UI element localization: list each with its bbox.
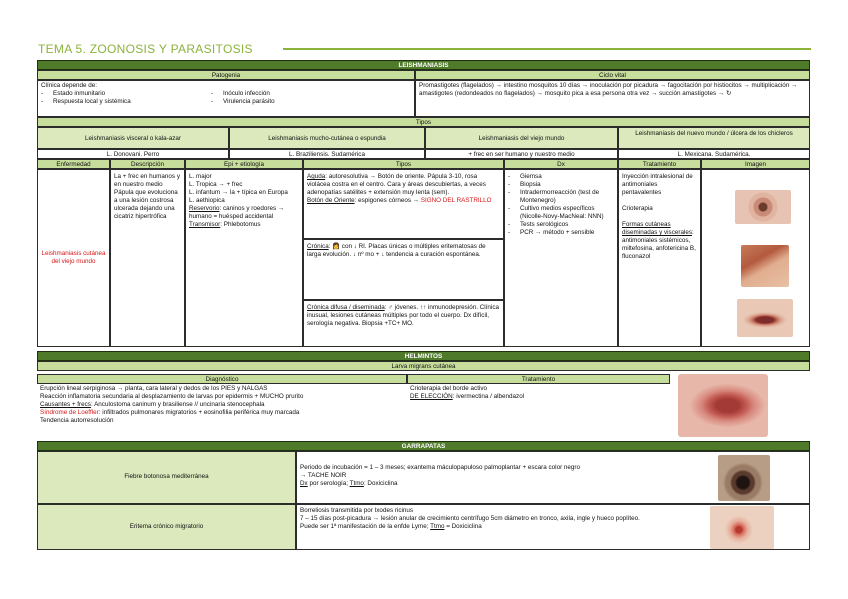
reservorio-label: Reservorio: [189, 205, 220, 213]
tipo-sub-mucocutanea: L. Braziliensis. Sudamérica: [229, 149, 425, 159]
tipos-aguda-cell: [303, 169, 504, 239]
list-item: - Intradermorreacción (test de Montenegro): [508, 189, 614, 205]
tto-line: [622, 221, 697, 261]
list-item: - Estado inmunitario: [41, 90, 181, 98]
eritema-tto-label: Ttmo: [430, 523, 445, 531]
boton-line: [307, 197, 500, 205]
descripcion-cell: La + frec en humanos y en nuestro medio Pápula que evoluciona a una lesión costrosa ulcerada dejando una cicatriz hipertrófica: [110, 169, 185, 347]
helm-dx-header: Diagnóstico: [37, 374, 407, 384]
page-title: TEMA 5. ZOONOSIS Y PARASITOSIS: [38, 42, 253, 56]
reservorio-line: [189, 205, 299, 221]
tipo-sub-visceral: L. Donovani. Perro: [37, 149, 229, 159]
helm-tto-line: [410, 393, 667, 401]
tipos-header: Tipos: [37, 117, 810, 127]
col-tratamiento: Tratamiento: [618, 159, 701, 169]
dx-cell: [504, 169, 618, 347]
ciclo-header: Ciclo vital: [415, 70, 810, 80]
signo-rastrillo: SIGNO DEL RASTRILLO: [420, 197, 492, 205]
tipos-cronica-cell: [303, 239, 504, 300]
causantes-label: Causantes + frecs: [40, 401, 91, 409]
eritema-line: Borreliosis transmitida por Ixodes ricinus: [300, 507, 414, 514]
aguda-line: [307, 173, 500, 197]
tendencia-line: Tendencia autorresolución: [40, 417, 114, 425]
col-tipos: Tipos: [303, 159, 504, 169]
helm-tto-line: Crioterapia del borde activo: [410, 385, 488, 392]
col-dx: Dx: [504, 159, 618, 169]
fiebre-tto-text: : Doxiciclina: [363, 480, 398, 488]
tto-label: Formas cutáneas diseminadas y viscerales: [622, 221, 692, 237]
epi-line: L. Tropica → + frec: [189, 181, 243, 189]
fiebre-tto-label: Ttmo: [349, 480, 364, 488]
list-item: - Virulencia parásito: [211, 98, 275, 106]
helm-dx-line: Erupción lineal serpiginosa → planta, cara lateral y dedos de los PIES y NALGAS: [40, 385, 268, 392]
eritema-photo: [710, 506, 774, 549]
transmisor-text: : Phlebotomus: [220, 221, 261, 229]
tipo-viejo-mundo: Leishmaniasis del viejo mundo: [425, 127, 618, 149]
patogenia-list-2: [211, 90, 275, 106]
fiebre-dx-label: Dx: [300, 480, 308, 488]
tipo-nuevo-mundo: Leishmaniasis del nuevo mundo / úlcera de los chicleros: [618, 127, 810, 149]
eritema-line-text: Puede ser 1ª manifestación de la enfde Lyme;: [300, 523, 431, 531]
garrapatas-band: GARRAPATAS: [37, 441, 810, 451]
transmisor-label: Transmisor: [189, 221, 221, 229]
fiebre-dx-text: por serología;: [307, 480, 350, 488]
patogenia-cell: [37, 80, 415, 117]
aguda-label: Aguda: [307, 173, 326, 180]
enfermedad-cell: [37, 169, 110, 347]
helm-tto-text: : ivermectina / albendazol: [452, 393, 525, 401]
reservorio-text: : caninos y roedores → humano = huésped accidental: [189, 205, 285, 221]
list-item: - Inóculo infección: [211, 90, 275, 98]
aguda-text: : autoresolutiva → Botón de oriente. Pápula 3-10, rosa violácea costra en el centro. Cara y áreas descubiertas, a veces adenopatías satélites + extensión muy lenta (sem).: [307, 173, 486, 197]
eritema-name: Eritema crónico migratorio: [129, 522, 204, 530]
helm-tto-cell: [407, 384, 670, 441]
causantes-line: [40, 401, 404, 409]
helm-dx-line: Reacción inflamatoria secundaria al desplazamiento de larvas por epidermis + MUCHO prurito: [40, 393, 304, 401]
tipo-sub-nuevo-mundo: L. Mexicana. Sudamérica.: [618, 149, 810, 159]
col-epi: Epi + etiología: [185, 159, 303, 169]
fiebre-line: → TACHE NOIR: [300, 472, 347, 480]
lesion-photo-1: [735, 190, 791, 224]
transmisor-line: [189, 221, 299, 229]
loeffler-text: : infiltrados pulmonares migratorios + eosinofilia periférica muy marcada: [98, 409, 300, 417]
epi-line: L. infantum → la + típica en Europa: [189, 189, 288, 197]
list-item: - Respuesta local y sistémica: [41, 98, 181, 106]
list-item: - Tests serológicos: [508, 221, 614, 229]
dx-list: [508, 173, 614, 237]
leishmaniasis-band: LEISHMANIASIS: [37, 60, 810, 70]
tto-text: : antimoniales sistémicos, miltefosina, anfotericina B, fluconazol: [622, 229, 696, 261]
ciclo-cell: Promastigotes (flagelados) → intestino mosquitos 10 días → inoculación por picadura → fagocitación por histiocitos → multiplicación → amastigotes (redondeados no flagelados) → mosquito pica a esa persona otra vez → succión amastigotes → ↻: [415, 80, 810, 117]
boton-label: Botón de Oriente: [307, 197, 355, 205]
loeffler-label: Síndrome de Loeffler: [40, 409, 99, 417]
helm-tto-label: DE ELECCIÓN: [410, 393, 453, 401]
boton-text: : espigones córneos →: [354, 197, 421, 205]
causantes-text: : Anculostoma caninum y brasiliense // uncinaria stenocephala: [90, 401, 265, 409]
lesion-photo-2: [741, 245, 789, 287]
eritema-name-cell: [37, 504, 296, 550]
eritema-tto-text: = Doxiciclina: [444, 523, 482, 531]
helm-tto-header: Tratamiento: [407, 374, 670, 384]
larva-migrans-header: Larva migrans cutánea: [37, 361, 810, 371]
list-item: - Giemsa: [508, 173, 614, 181]
col-descripcion: Descripción: [110, 159, 185, 169]
eritema-line: 7 – 15 días post-picadura → lesión anular de crecimiento centrífugo 5cm diámetro en tronco, axila, ingle y hueco poplíteo.: [300, 515, 640, 523]
tache-noir-photo: [718, 455, 770, 501]
list-item: - Cultivo medios específicos (Nicolle-Novy-MacNeal: NNN): [508, 205, 614, 221]
col-imagen: Imagen: [701, 159, 810, 169]
difusa-text: : ♂ jóvenes. ↑↑ inmunodepresión. Clínica inusual, lesiones cutáneas múltiples por todo el cuerpo. Dx difícil, serología negativa. Biopsia +TC+ MO.: [307, 304, 499, 328]
enfermedad-name: Leishmaniasis cutánea del viejo mundo: [41, 249, 106, 265]
fiebre-name-cell: [37, 451, 296, 504]
tipos-difusa-cell: [303, 300, 504, 347]
patogenia-header: Patogenia: [37, 70, 415, 80]
epi-line: L. major: [189, 173, 212, 180]
fiebre-line: Periodo de incubación = 1 – 3 meses; exantema máculopapuloso palmoplantar + escara color negro: [300, 464, 581, 471]
helmintos-band: HELMINTOS: [37, 351, 810, 361]
tipo-mucocutanea: Leishmaniasis mucho-cutánea o espundia: [229, 127, 425, 149]
cronica-label: Crónica: [307, 243, 329, 250]
patogenia-intro: Clínica depende de:: [41, 82, 98, 89]
helm-dx-cell: [37, 384, 407, 441]
loeffler-line: [40, 409, 404, 417]
list-item: - PCR → método + sensible: [508, 229, 614, 237]
tratamiento-cell: [618, 169, 701, 347]
lesion-photo-3: [737, 299, 793, 337]
larva-migrans-photo: [678, 374, 768, 437]
tto-line: Crioterapia: [622, 205, 653, 213]
tto-line: Inyección intralesional de antimoniales pentavalentes: [622, 173, 693, 197]
epi-line: L. aethiopica: [189, 197, 225, 205]
tipo-sub-viejo-mundo: + frec en ser humano y nuestro medio: [425, 149, 618, 159]
list-item: - Biopsia: [508, 181, 614, 189]
epi-cell: [185, 169, 303, 347]
title-underline: [283, 48, 811, 50]
col-enfermedad: Enfermedad: [37, 159, 110, 169]
patogenia-list: [41, 90, 181, 106]
fiebre-name: Fiebre botonosa mediterránea: [124, 473, 209, 481]
tipo-visceral: Leishmaniasis visceral o kala-azar: [37, 127, 229, 149]
cronica-text: : 👩 con ↓ RI. Placas únicas o múltiples eritematosas de larga evolución. ↓ nº mo + ↓ tendencia a curación espontánea.: [307, 243, 486, 259]
difusa-label: Crónica difusa / diseminada: [307, 304, 385, 311]
